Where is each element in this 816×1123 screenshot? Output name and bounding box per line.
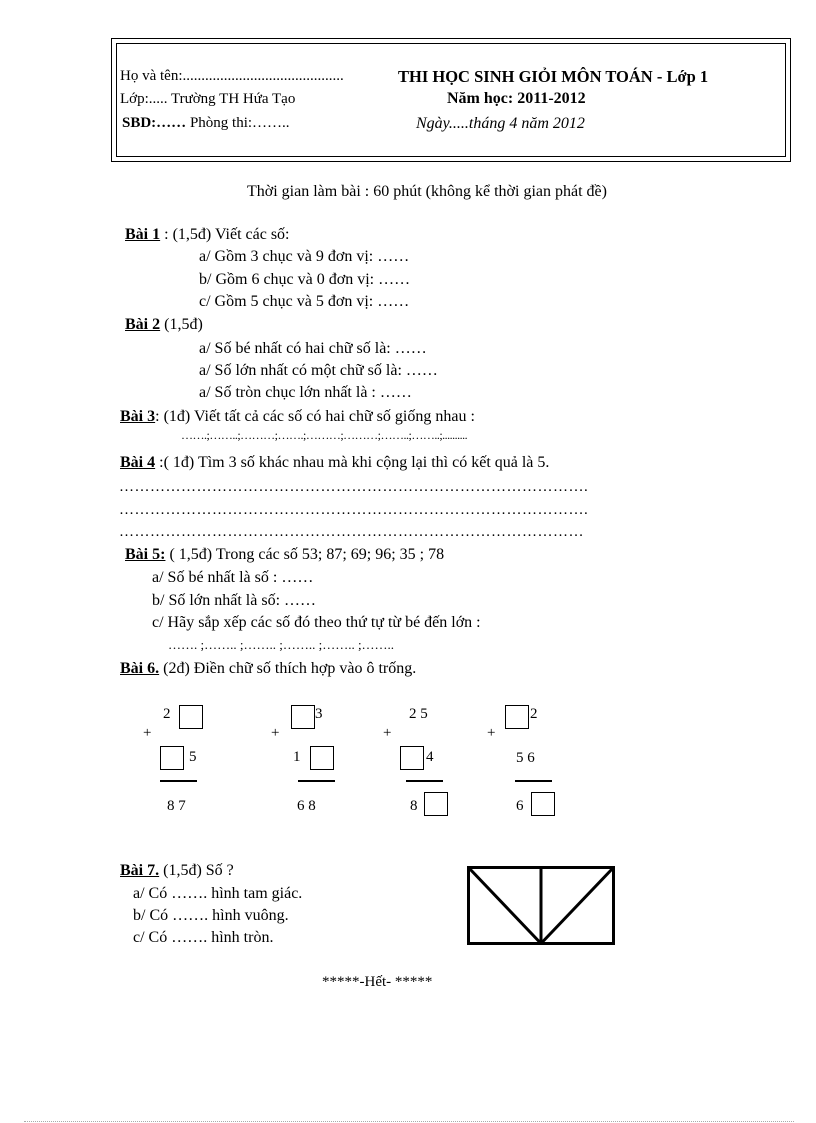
- p1-box-top[interactable]: [179, 705, 203, 729]
- bai1-item-b: b/ Gồm 6 chục và 0 đơn vị: ……: [199, 271, 411, 288]
- p2-plus: +: [271, 725, 280, 741]
- bai1-item-a: a/ Gồm 3 chục và 9 đơn vị: ……: [199, 248, 410, 265]
- figure-left-diagonal: [469, 868, 542, 944]
- p4-mid-digits: 5 6: [516, 750, 535, 766]
- p4-plus: +: [487, 725, 496, 741]
- p1-sum-line: [160, 780, 197, 782]
- bai4-answer-line-2: ……………………………………………………………………………….: [119, 502, 589, 518]
- p3-mid-digit: 4: [426, 749, 434, 765]
- p1-plus: +: [143, 725, 152, 741]
- p2-sum-line: [298, 780, 335, 782]
- p4-box-result[interactable]: [531, 792, 555, 816]
- p2-result: 6 8: [297, 798, 316, 814]
- bai3-answer-dots: …….;……..;………;…….;………;………;……..;……..;..........: [181, 428, 468, 442]
- figure-right-diagonal: [541, 868, 614, 944]
- bai4-heading: Bài 4 :( 1đ) Tìm 3 số khác nhau mà khi cộng lại thì có kết quả là 5.: [120, 454, 550, 471]
- school-year: Năm học: 2011-2012: [447, 90, 586, 107]
- p2-box-top[interactable]: [291, 705, 315, 729]
- bai2-item-3: a/ Số tròn chục lớn nhất là : ……: [199, 384, 412, 401]
- bai7-item-c: c/ Có ……. hình tròn.: [133, 929, 274, 946]
- p3-top-digits: 2 5: [409, 706, 428, 722]
- p1-mid-digit: 5: [189, 749, 197, 765]
- bai5-item-c: c/ Hãy sắp xếp các số đó theo thứ tự từ bé đến lớn :: [152, 614, 481, 631]
- end-marker: *****-Hết- *****: [322, 974, 433, 990]
- bai1-heading: Bài 1 : (1,5đ) Viết các số:: [125, 226, 290, 243]
- p2-box-mid[interactable]: [310, 746, 334, 770]
- bai2-heading: Bài 2 (1,5đ): [125, 316, 203, 333]
- bai7-item-b: b/ Có ……. hình vuông.: [133, 907, 289, 924]
- bai2-item-2: a/ Số lớn nhất có một chữ số là: ……: [199, 362, 438, 379]
- exam-title: THI HỌC SINH GIỎI MÔN TOÁN - Lớp 1: [398, 67, 709, 86]
- sbd-room-field: [122, 115, 290, 132]
- time-note: Thời gian làm bài : 60 phút (không kể thời gian phát đề): [247, 183, 607, 200]
- p1-box-mid[interactable]: [160, 746, 184, 770]
- class-school-field: Lớp:..... Trường TH Hứa Tạo: [120, 91, 296, 107]
- bai5-heading: Bài 5: ( 1,5đ) Trong các số 53; 87; 69; 96; 35 ; 78: [125, 546, 445, 563]
- bai6-heading: Bài 6. (2đ) Điền chữ số thích hợp vào ô trống.: [120, 660, 417, 677]
- bai5-sort-dots: ……. ;…….. ;…….. ;…….. ;…….. ;……..: [168, 637, 395, 652]
- bai7-geometry-figure: [467, 866, 617, 946]
- bai4-answer-line-3: ………………………………………………………………………………: [119, 524, 584, 540]
- exam-date: Ngày.....tháng 4 năm 2012: [416, 115, 585, 132]
- p3-box-result[interactable]: [424, 792, 448, 816]
- p4-result-digit: 6: [516, 798, 524, 814]
- bai4-answer-line-1: ……………………………………………………………………………….: [119, 479, 589, 495]
- p3-sum-line: [406, 780, 443, 782]
- p2-top-digit: 3: [315, 706, 323, 722]
- p3-plus: +: [383, 725, 392, 741]
- sbd-label: SBD:……: [122, 115, 187, 131]
- p3-result-digit: 8: [410, 798, 418, 814]
- bai7-item-a: a/ Có ……. hình tam giác.: [133, 885, 303, 902]
- page-bottom-dotted-rule: [24, 1121, 794, 1122]
- bai1-item-c: c/ Gồm 5 chục và 5 đơn vị: ……: [199, 293, 410, 310]
- bai5-item-b: b/ Số lớn nhất là số: ……: [152, 592, 317, 609]
- bai3-heading: Bài 3: (1đ) Viết tất cả các số có hai chữ số giống nhau :: [120, 408, 475, 425]
- p3-box-mid[interactable]: [400, 746, 424, 770]
- name-field: Họ và tên:...........................................: [120, 68, 344, 84]
- bai5-item-a: a/ Số bé nhất là số : ……: [152, 569, 314, 586]
- bai7-heading: Bài 7. (1,5đ) Số ?: [120, 862, 234, 879]
- p4-top-digit: 2: [530, 706, 538, 722]
- room-label: Phòng thi:……..: [186, 115, 290, 131]
- p2-mid-digit: 1: [293, 749, 301, 765]
- p4-box-top[interactable]: [505, 705, 529, 729]
- bai2-item-1: a/ Số bé nhất có hai chữ số là: ……: [199, 340, 427, 357]
- p1-result: 8 7: [167, 798, 186, 814]
- p4-sum-line: [515, 780, 552, 782]
- p1-top-digit: 2: [163, 706, 171, 722]
